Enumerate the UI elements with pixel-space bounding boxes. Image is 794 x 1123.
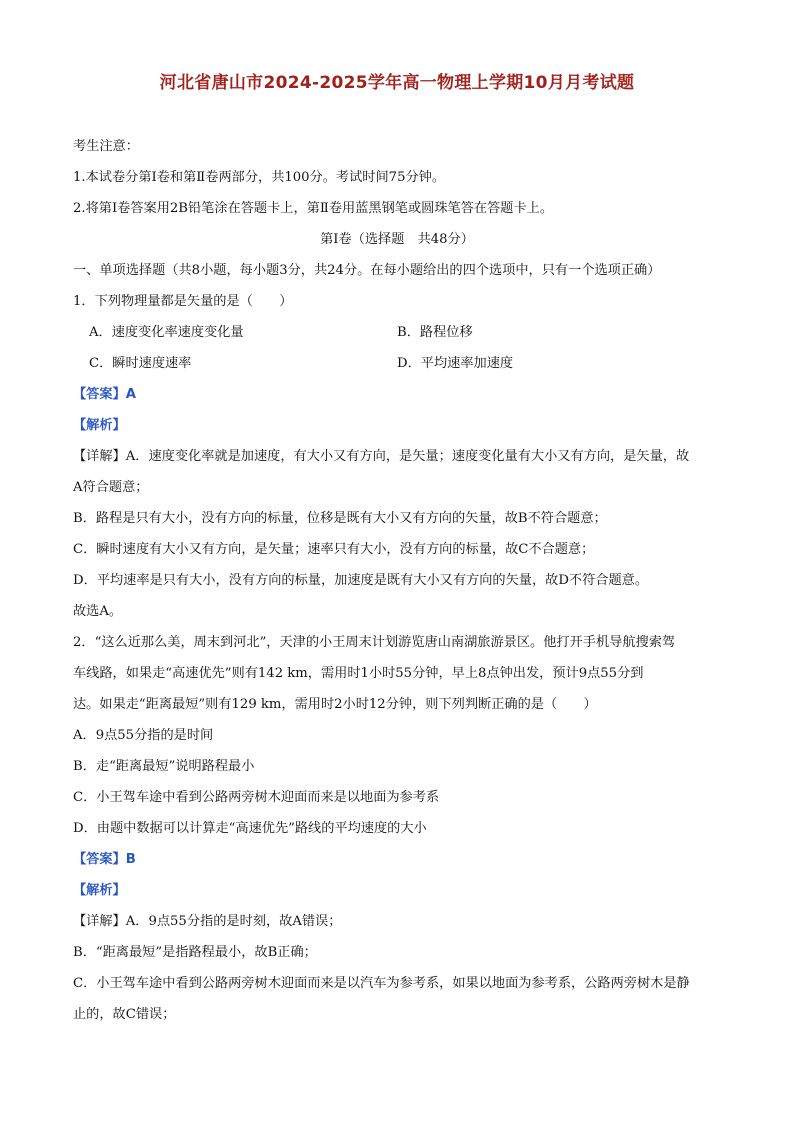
q1-analysis-tag bbox=[73, 416, 126, 436]
q2-stem-3: 达。如果走“距离最短”则有129 km，需用时2小时12分钟，则下列判断正确的是（ ） bbox=[73, 697, 597, 712]
part-title: 第Ⅰ卷（选择题 共48分） bbox=[320, 232, 474, 247]
q2-answer bbox=[73, 850, 136, 870]
q2-detail-1 bbox=[73, 912, 341, 932]
q2-stem-1: 2．“这么近那么美，周末到河北”，天津的小王周末计划游览唐山南湖旅游景区。他打开手机导航搜索驾 bbox=[73, 635, 676, 650]
analysis-tag: 【解析】 bbox=[73, 883, 126, 898]
q1-option-c: C．瞬时速度速率 bbox=[89, 356, 192, 371]
notice-item-2: 2.将第Ⅰ卷答案用2B铅笔涂在答题卡上，第Ⅱ卷用蓝黑钢笔或圆珠笔答在答题卡上。 bbox=[73, 201, 554, 216]
q2-option-d: D．由题中数据可以计算走“高速优先”路线的平均速度的大小 bbox=[73, 821, 427, 836]
notice-item-1: 1.本试卷分第Ⅰ卷和第Ⅱ卷两部分，共100分。考试时间75分钟。 bbox=[73, 170, 446, 185]
detail-tag: 【详解】 bbox=[73, 449, 126, 464]
q2-analysis-tag bbox=[73, 881, 126, 901]
q1-answer bbox=[73, 385, 136, 405]
q1-detail-3: C．瞬时速度有大小又有方向，是矢量；速率只有大小，没有方向的标量，故C不合题意； bbox=[73, 542, 595, 557]
document-title: 河北省唐山市2024-2025学年高一物理上学期10月月考试题 bbox=[159, 73, 635, 93]
q1-option-d: D．平均速率加速度 bbox=[397, 356, 514, 371]
q1-detail-1 bbox=[73, 447, 689, 467]
answer-value: B bbox=[125, 852, 136, 867]
q1-detail-4: D．平均速率是只有大小，没有方向的标量，加速度是既有大小又有方向的矢量，故D不符合题意。 bbox=[73, 573, 649, 588]
q2-detail-3b: 止的，故C错误； bbox=[73, 1007, 176, 1022]
section-title: 一、单项选择题（共8小题，每小题3分，共24分。在每小题给出的四个选项中，只有一个选项正确） bbox=[73, 263, 661, 278]
answer-tag: 【答案】 bbox=[73, 852, 126, 867]
answer-value: A bbox=[125, 387, 136, 402]
detail-text: A．9点55分指的是时刻，故A错误； bbox=[125, 914, 342, 929]
notice-heading: 考生注意： bbox=[73, 139, 139, 154]
q1-option-a: A．速度变化率速度变化量 bbox=[89, 325, 244, 340]
q2-option-c: C．小王驾车途中看到公路两旁树木迎面而来是以地面为参考系 bbox=[73, 790, 440, 805]
detail-text: A．速度变化率就是加速度，有大小又有方向，是矢量；速度变化量有大小又有方向，是矢量，故 bbox=[125, 449, 690, 464]
analysis-tag: 【解析】 bbox=[73, 418, 126, 433]
q1-detail-2: B．路程是只有大小，没有方向的标量，位移是既有大小又有方向的矢量，故B不符合题意； bbox=[73, 511, 607, 526]
q2-detail-2: B．“距离最短”是指路程最小，故B正确； bbox=[73, 945, 317, 960]
q1-stem: 1．下列物理量都是矢量的是（ ） bbox=[73, 294, 293, 309]
q2-stem-2: 车线路，如果走“高速优先”则有142 km，需用时1小时55分钟，早上8点钟出发，预计9点55分到 bbox=[73, 666, 644, 681]
q1-conclusion: 故选A。 bbox=[73, 604, 123, 619]
detail-tag: 【详解】 bbox=[73, 914, 126, 929]
q2-detail-3: C．小王驾车途中看到公路两旁树木迎面而来是以汽车为参考系，如果以地面为参考系，公路两旁树木是静 bbox=[73, 976, 690, 991]
q2-option-b: B．走“距离最短”说明路程最小 bbox=[73, 759, 255, 774]
answer-tag: 【答案】 bbox=[73, 387, 126, 402]
q1-detail-1b: A符合题意； bbox=[73, 480, 149, 495]
q1-option-b: B．路程位移 bbox=[397, 325, 473, 340]
q2-option-a: A．9点55分指的是时间 bbox=[73, 728, 214, 743]
